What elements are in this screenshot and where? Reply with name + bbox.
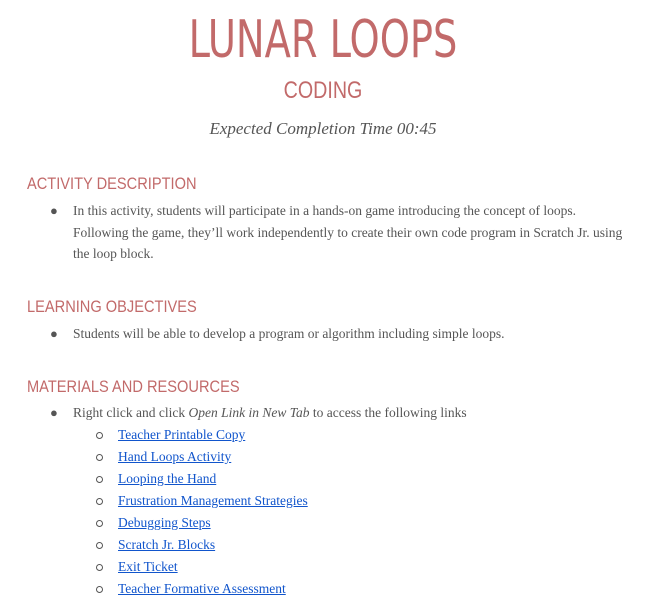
list-item bbox=[96, 556, 616, 578]
activity-description-bullet bbox=[50, 200, 630, 265]
materials-instruction-suffix: to access the following links bbox=[309, 405, 467, 420]
bullet-icon: ● bbox=[50, 405, 58, 420]
link-looping-the-hand[interactable]: Looping the Hand bbox=[118, 471, 217, 486]
hollow-bullet-icon bbox=[96, 586, 103, 593]
expected-completion-time: Expected Completion Time 00:45 bbox=[209, 119, 437, 138]
materials-instruction-prefix: Right click and click bbox=[73, 405, 189, 420]
hollow-bullet-icon bbox=[96, 454, 103, 461]
link-frustration-management-strategies[interactable]: Frustration Management Strategies bbox=[118, 493, 308, 508]
learning-objectives-bullet bbox=[50, 323, 630, 345]
link-debugging-steps[interactable]: Debugging Steps bbox=[118, 515, 211, 530]
resource-links-list bbox=[96, 424, 616, 600]
list-item bbox=[96, 446, 616, 468]
list-item bbox=[96, 578, 616, 600]
list-item bbox=[96, 468, 616, 490]
materials-resources-heading: MATERIALS AND RESOURCES bbox=[27, 377, 240, 396]
link-teacher-printable-copy[interactable]: Teacher Printable Copy bbox=[118, 427, 246, 442]
hollow-bullet-icon bbox=[96, 564, 103, 571]
list-item bbox=[96, 490, 616, 512]
activity-description-heading: ACTIVITY DESCRIPTION bbox=[27, 174, 197, 193]
materials-instruction-emphasis: Open Link in New Tab bbox=[188, 405, 310, 420]
page-subtitle: CODING bbox=[283, 77, 363, 104]
list-item bbox=[96, 534, 616, 556]
hollow-bullet-icon bbox=[96, 520, 103, 527]
list-item bbox=[96, 424, 616, 446]
list-item bbox=[96, 512, 616, 534]
bullet-icon: ● bbox=[50, 203, 58, 218]
link-hand-loops-activity[interactable]: Hand Loops Activity bbox=[118, 449, 232, 464]
activity-description-text: In this activity, students will participate in a hands-on game introducing the concept of loops. Following the game, they’ll work independently to create their own code program in Scratch Jr. using the loop block. bbox=[73, 203, 623, 261]
hollow-bullet-icon bbox=[96, 498, 103, 505]
learning-objectives-heading: LEARNING OBJECTIVES bbox=[27, 297, 197, 316]
link-exit-ticket[interactable]: Exit Ticket bbox=[118, 559, 178, 574]
bullet-icon: ● bbox=[50, 326, 58, 341]
materials-resources-bullet bbox=[50, 402, 630, 424]
page-title: LUNAR LOOPS bbox=[188, 10, 458, 70]
learning-objectives-text: Students will be able to develop a program or algorithm including simple loops. bbox=[73, 326, 505, 341]
link-teacher-formative-assessment[interactable]: Teacher Formative Assessment bbox=[118, 581, 286, 596]
hollow-bullet-icon bbox=[96, 476, 103, 483]
hollow-bullet-icon bbox=[96, 542, 103, 549]
hollow-bullet-icon bbox=[96, 432, 103, 439]
materials-resources-text bbox=[73, 402, 630, 424]
link-scratch-jr-blocks[interactable]: Scratch Jr. Blocks bbox=[118, 537, 216, 552]
